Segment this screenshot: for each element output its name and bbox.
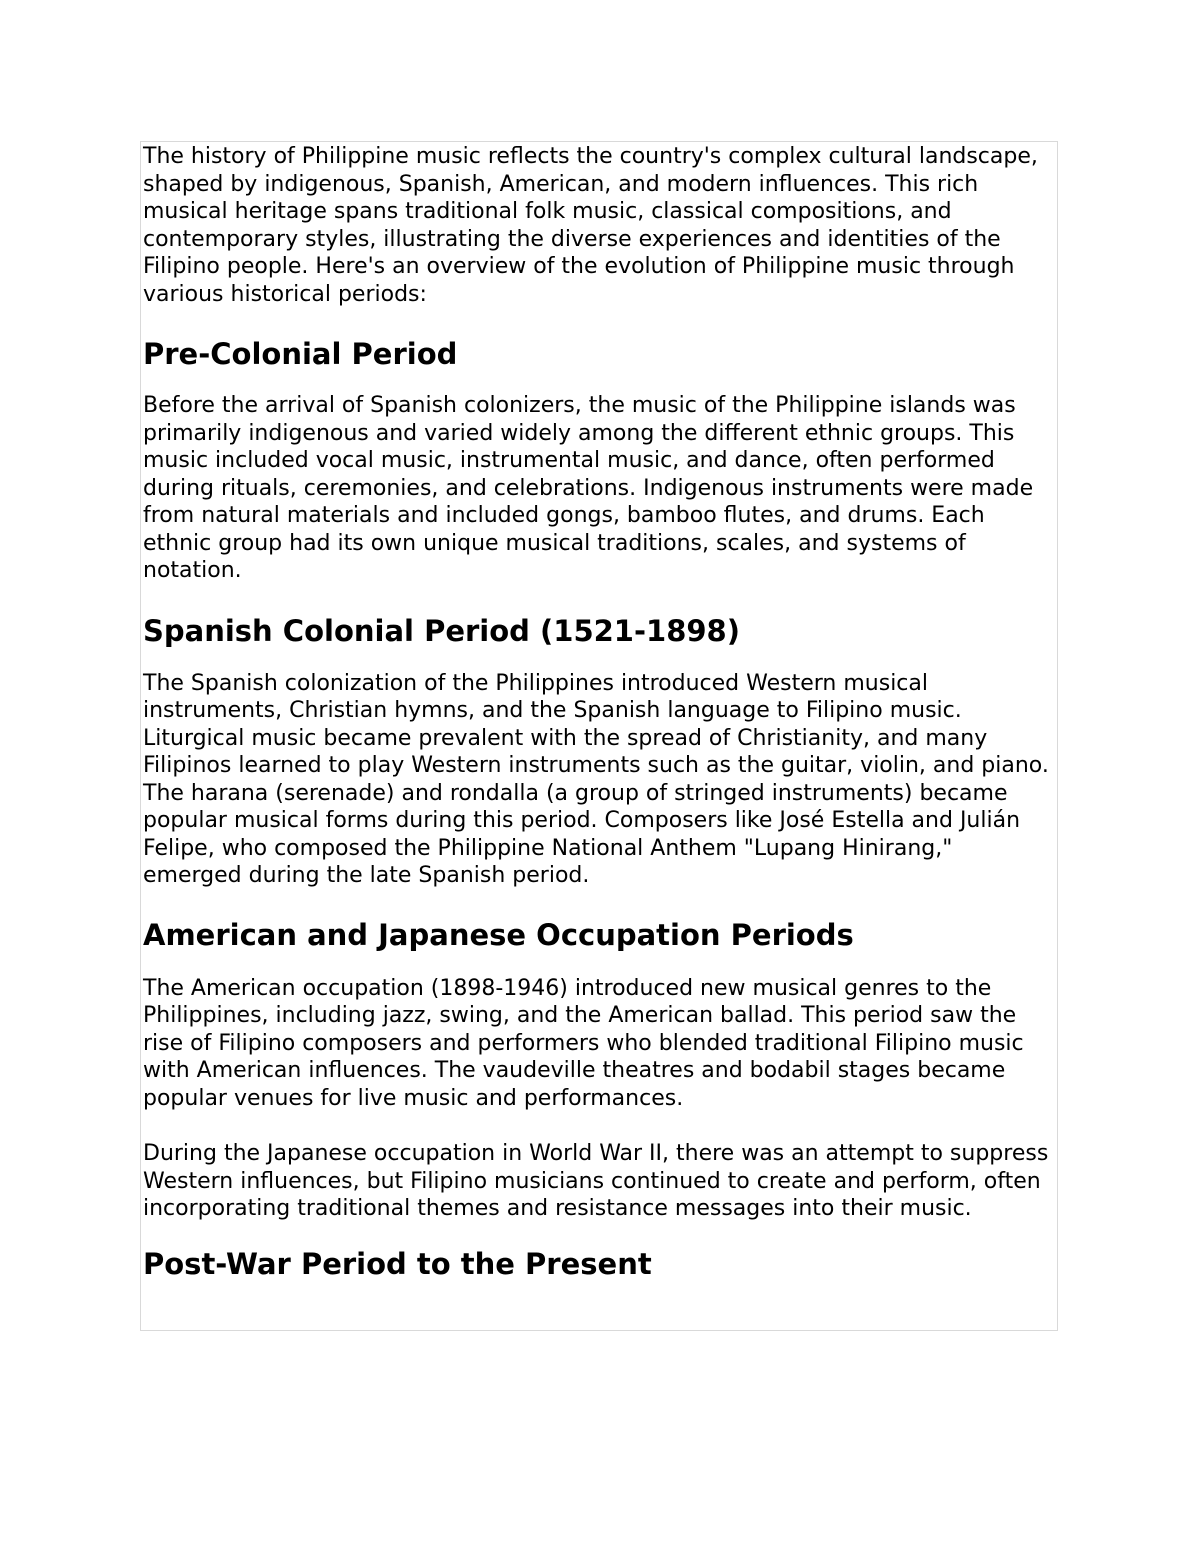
heading-spanish-colonial: Spanish Colonial Period (1521-1898) [143,613,740,648]
paragraph-spanish-colonial: The Spanish colonization of the Philippines introduced Western musical instruments, Christian hymns, and the Spanish language to Filipino music. Liturgical music became prevalent with the spread of Christianity, and many Filipinos learned to play Western instruments such as the guitar, violin, and piano. The harana (serenade) and rondalla (a group of stringed instruments) became popular musical forms during this period. Composers like José Estella and Julián Felipe, who composed the Philippine National Anthem "Lupang Hinirang," emerged during the late Spanish period. [143,670,1049,888]
paragraph-american-occupation: The American occupation (1898-1946) introduced new musical genres to the Philippines, including jazz, swing, and the American ballad. This period saw the rise of Filipino composers and performers who blended traditional Filipino music with American influences. The vaudeville theatres and bodabil stages became popular venues for live music and performances. [143,975,1024,1111]
heading-post-war: Post-War Period to the Present [143,1246,652,1281]
paragraph-pre-colonial: Before the arrival of Spanish colonizers, the music of the Philippine islands was primarily indigenous and varied widely among the different ethnic groups. This music included vocal music, instrumental music, and dance, often performed during rituals, ceremonies, and celebrations. Indigenous instruments were made from natural materials and included gongs, bamboo flutes, and drums. Each ethnic group had its own unique musical traditions, scales, and systems of notation. [143,393,1034,583]
heading-pre-colonial: Pre-Colonial Period [143,337,458,371]
intro-paragraph: The history of Philippine music reflects the country's complex cultural landscape, shaped by indigenous, Spanish, American, and modern influences. This rich musical heritage spans traditional folk music, classical compositions, and contemporary styles, illustrating the diverse experiences and identities of the Filipino people. Here's an overview of the evolution of Philippine music through various historical periods: [143,144,1038,307]
heading-american-japanese: American and Japanese Occupation Periods [143,917,854,952]
paragraph-japanese-occupation: During the Japanese occupation in World War II, there was an attempt to suppress Western influences, but Filipino musicians continued to create and perform, often incorporating traditional themes and resistance messages into their music. [143,1141,1049,1221]
content-frame [140,141,1058,1331]
document-body [141,143,1057,1282]
